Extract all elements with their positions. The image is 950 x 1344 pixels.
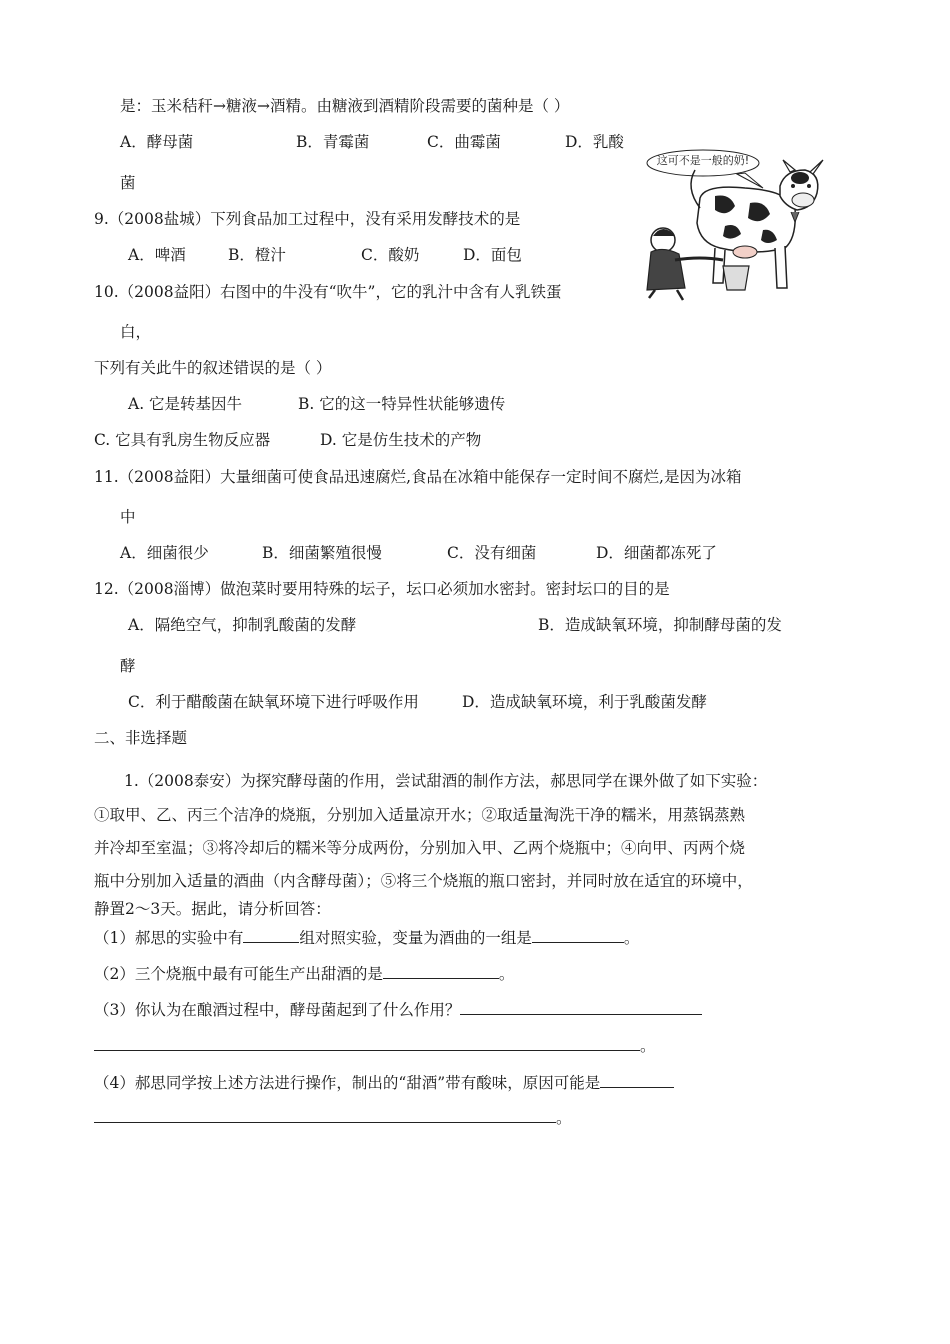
q9-stem: 9.（2008盐城）下列食品加工过程中，没有采用发酵技术的是 — [94, 210, 521, 228]
q11-stem-wrap: 中 — [120, 508, 136, 526]
p1-sub2-text-b: 。 — [498, 965, 515, 983]
p1-line-1: 1.（2008泰安）为探究酵母菌的作用，尝试甜酒的制作方法，郝思同学在课外做了如下实验： — [124, 772, 768, 790]
q10-stem: 10.（2008益阳）右图中的牛没有“吹牛”，它的乳汁中含有人乳铁蛋 — [94, 283, 562, 301]
p1-sub3-text-b: 。 — [640, 1037, 656, 1055]
p1-line-2: ①取甲、乙、丙三个洁净的烧瓶，分别加入适量凉开水；②取适量淘洗干净的糯米，用蒸锅蒸熟 — [94, 806, 746, 824]
answer-blank-1a[interactable] — [243, 926, 299, 943]
q12-option-c: C．利于醋酸菌在缺氧环境下进行呼吸作用 — [128, 693, 419, 711]
p1-sub1-text-b: 组对照实验，变量为酒曲的一组是 — [299, 929, 532, 947]
q10-option-d: D. 它是仿生技术的产物 — [320, 431, 482, 449]
p1-sub2 — [94, 962, 514, 984]
p1-sub4-text-a: （4）郝思同学按上述方法进行操作，制出的“甜酒”带有酸味，原因可能是 — [94, 1074, 601, 1092]
q9-option-c: C．酸奶 — [361, 246, 420, 264]
answer-blank-4a[interactable] — [600, 1071, 674, 1088]
answer-blank-3a[interactable] — [460, 998, 702, 1015]
q10-stem-line2: 下列有关此牛的叙述错误的是（ ） — [94, 359, 332, 377]
q12-stem: 12.（2008淄博）做泡菜时要用特殊的坛子，坛口必须加水密封。密封坛口的目的是 — [94, 580, 670, 598]
q10-option-c: C. 它具有乳房生物反应器 — [94, 431, 271, 449]
cow-milking-illustration — [645, 148, 845, 308]
q12-option-b-wrap: 酵 — [120, 657, 136, 675]
p1-line-5: 静置2～3天。据此，请分析回答： — [94, 900, 331, 918]
p1-sub1 — [94, 926, 639, 948]
q8-stem-continuation: 是：玉米秸秆→糖液→酒精。由糖液到酒精阶段需要的菌种是（ ） — [120, 97, 570, 115]
q9-option-a: A．啤酒 — [128, 246, 186, 264]
q8-option-c: C．曲霉菌 — [427, 133, 501, 151]
q11-option-b: B．细菌繁殖很慢 — [262, 544, 382, 562]
q12-option-b: B．造成缺氧环境，抑制酵母菌的发 — [538, 616, 782, 634]
q12-option-d: D．造成缺氧环境，利于乳酸菌发酵 — [462, 693, 707, 711]
p1-sub3-line2 — [94, 1034, 656, 1056]
q10-stem-wrap: 白， — [120, 323, 152, 341]
p1-sub4-line2 — [94, 1106, 572, 1128]
p1-sub4-text-b: 。 — [556, 1109, 572, 1127]
p1-line-3: 并冷却至室温；③将冷却后的糯米等分成两份，分别加入甲、乙两个烧瓶中；④向甲、丙两个烧 — [94, 839, 746, 857]
answer-blank-4b[interactable] — [94, 1106, 556, 1123]
q11-stem: 11.（2008益阳）大量细菌可使食品迅速腐烂,食品在冰箱中能保存一定时间不腐烂,是因为冰箱 — [94, 468, 742, 486]
q10-option-b: B. 它的这一特异性状能够遗传 — [298, 395, 506, 413]
p1-sub3-text-a: （3）你认为在酿酒过程中，酵母菌起到了什么作用？ — [94, 1001, 461, 1019]
answer-blank-1b[interactable] — [532, 926, 624, 943]
q8-option-d: D．乳酸 — [565, 133, 624, 151]
cow-speech-bubble-text: 这可不是一般的奶! — [656, 154, 750, 167]
answer-blank-3b[interactable] — [94, 1034, 640, 1051]
answer-blank-2[interactable] — [383, 962, 499, 979]
section-heading: 二、非选择题 — [94, 729, 188, 747]
q9-option-d: D．面包 — [463, 246, 522, 264]
p1-sub4 — [94, 1071, 674, 1093]
p1-sub3 — [94, 998, 702, 1020]
q11-option-c: C．没有细菌 — [447, 544, 537, 562]
q12-option-a: A．隔绝空气，抑制乳酸菌的发酵 — [128, 616, 357, 634]
p1-sub1-text-a: （1）郝思的实验中有 — [94, 929, 244, 947]
q11-option-a: A．细菌很少 — [120, 544, 209, 562]
q8-option-b: B．青霉菌 — [296, 133, 370, 151]
p1-sub2-text-a: （2）三个烧瓶中最有可能生产出甜酒的是 — [94, 965, 383, 983]
cow-milking-icon — [645, 148, 845, 308]
q8-option-d-wrap: 菌 — [120, 174, 136, 192]
q11-option-d: D．细菌都冻死了 — [596, 544, 717, 562]
p1-sub1-text-c: 。 — [623, 929, 640, 947]
q9-option-b: B．橙汁 — [228, 246, 286, 264]
q8-option-a: A．酵母菌 — [120, 133, 194, 151]
p1-line-4: 瓶中分别加入适量的酒曲（内含酵母菌）；⑤将三个烧瓶的瓶口密封，并同时放在适宜的环境中， — [94, 872, 753, 890]
q10-option-a: A. 它是转基因牛 — [128, 395, 243, 413]
